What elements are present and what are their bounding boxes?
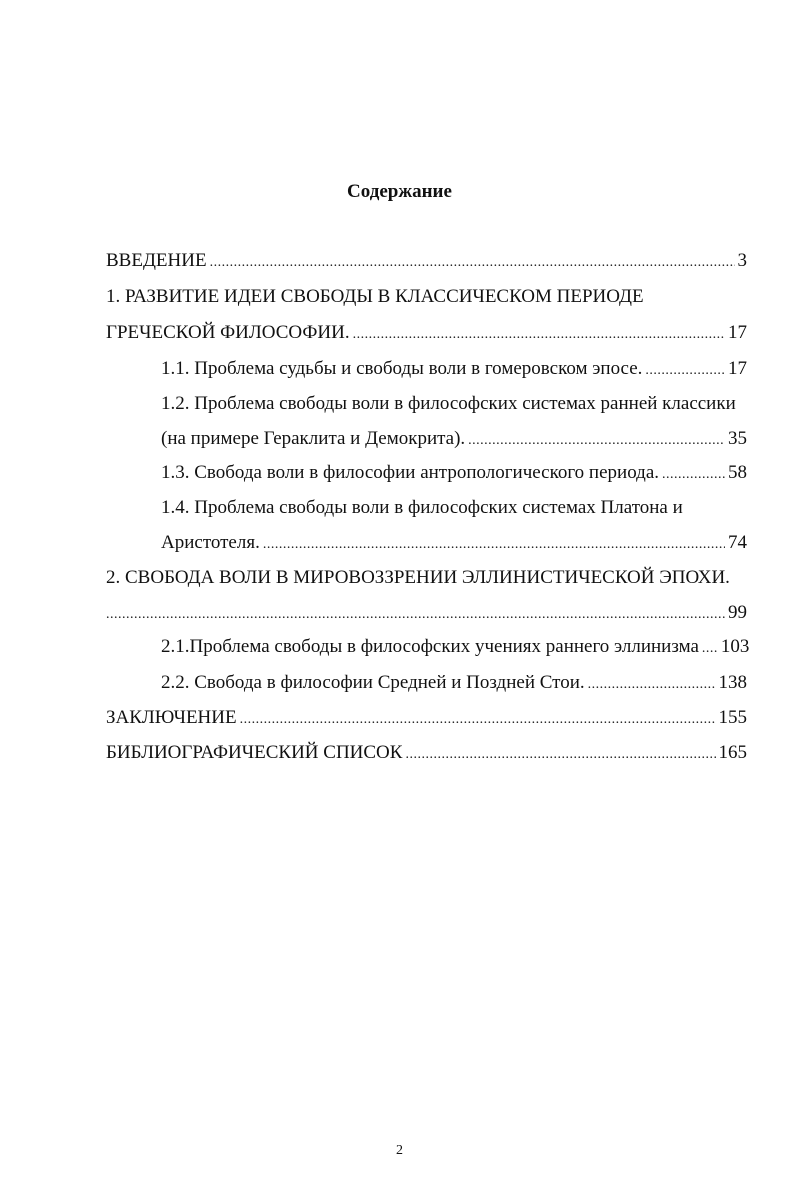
toc-entry-page: 99 — [728, 602, 747, 623]
page-number: 2 — [396, 1143, 403, 1158]
toc-entry-section-1-2-line-1 — [161, 391, 747, 417]
toc-entry-conclusion — [106, 705, 747, 731]
toc-entry-page: 138 — [718, 672, 747, 693]
toc-leader-dots — [210, 250, 735, 276]
toc-entry-label: БИБЛИОГРАФИЧЕСКИЙ СПИСОК — [106, 742, 403, 763]
toc-entry-label: (на примере Гераклита и Демокрита). — [161, 428, 466, 449]
toc-leader-dots — [405, 742, 715, 768]
toc-entry-section-1-3 — [161, 460, 747, 486]
toc-leader-dots — [662, 462, 725, 488]
toc-entry-chapter-1-line-1 — [106, 284, 747, 310]
toc-entry-label: 1. РАЗВИТИЕ ИДЕИ СВОБОДЫ В КЛАССИЧЕСКОМ ПЕРИОДЕ — [106, 286, 644, 307]
toc-entry-page: 35 — [728, 428, 747, 449]
toc-leader-dots — [702, 636, 718, 662]
toc-entry-intro — [106, 248, 747, 274]
toc-entry-label: ЗАКЛЮЧЕНИЕ — [106, 707, 237, 728]
toc-leader-dots — [240, 707, 716, 733]
toc-entry-section-1-2-line-2 — [161, 426, 747, 452]
toc-entry-label: 2.2. Свобода в философии Средней и Поздней Стои. — [161, 672, 585, 693]
toc-entry-label: Аристотеля. — [161, 532, 260, 553]
toc-entry-section-1-4-line-1 — [161, 495, 747, 521]
toc-leader-dots — [645, 358, 725, 384]
toc-entry-label: 1.2. Проблема свободы воли в философских системах ранней классики — [161, 393, 736, 414]
toc-entry-chapter-1-line-2 — [106, 320, 747, 346]
toc-entry-label: ВВЕДЕНИЕ — [106, 250, 207, 271]
toc-leader-dots — [106, 602, 725, 628]
toc-entry-label: ГРЕЧЕСКОЙ ФИЛОСОФИИ. — [106, 322, 350, 343]
toc-entry-label: 1.1. Проблема судьбы и свободы воли в гомеровском эпосе. — [161, 358, 643, 379]
toc-entry-bibliography — [106, 740, 747, 766]
toc-entry-page: 103 — [720, 636, 750, 657]
toc-entry-label: 2. СВОБОДА ВОЛИ В МИРОВОЗЗРЕНИИ ЭЛЛИНИСТИЧЕСКОЙ ЭПОХИ. — [106, 567, 730, 588]
toc-entry-page: 155 — [718, 707, 747, 728]
toc-entry-label: 2.1.Проблема свободы в философских учениях раннего эллинизма — [161, 636, 699, 657]
toc-entry-section-2-1 — [161, 634, 750, 660]
toc-leader-dots — [263, 532, 725, 558]
toc-title: Содержание — [347, 181, 452, 202]
toc-leader-dots — [468, 428, 725, 454]
toc-entry-section-1-1 — [161, 356, 747, 382]
toc-entry-page: 3 — [737, 250, 747, 271]
toc-leader-dots — [588, 672, 716, 698]
toc-entry-chapter-2-line-2 — [106, 600, 747, 626]
toc-entry-label: 1.4. Проблема свободы воли в философских системах Платона и — [161, 497, 683, 518]
toc-entry-page: 58 — [728, 462, 747, 483]
toc-entry-section-2-2 — [161, 670, 747, 696]
toc-entry-page: 165 — [718, 742, 747, 763]
toc-entry-page: 74 — [728, 532, 747, 553]
toc-entry-label: 1.3. Свобода воли в философии антропологического периода. — [161, 462, 660, 483]
toc-entry-page: 17 — [728, 322, 747, 343]
toc-leader-dots — [353, 322, 725, 348]
toc-entry-page: 17 — [728, 358, 747, 379]
toc-entry-chapter-2-line-1 — [106, 565, 747, 591]
toc-entry-section-1-4-line-2 — [161, 530, 747, 556]
